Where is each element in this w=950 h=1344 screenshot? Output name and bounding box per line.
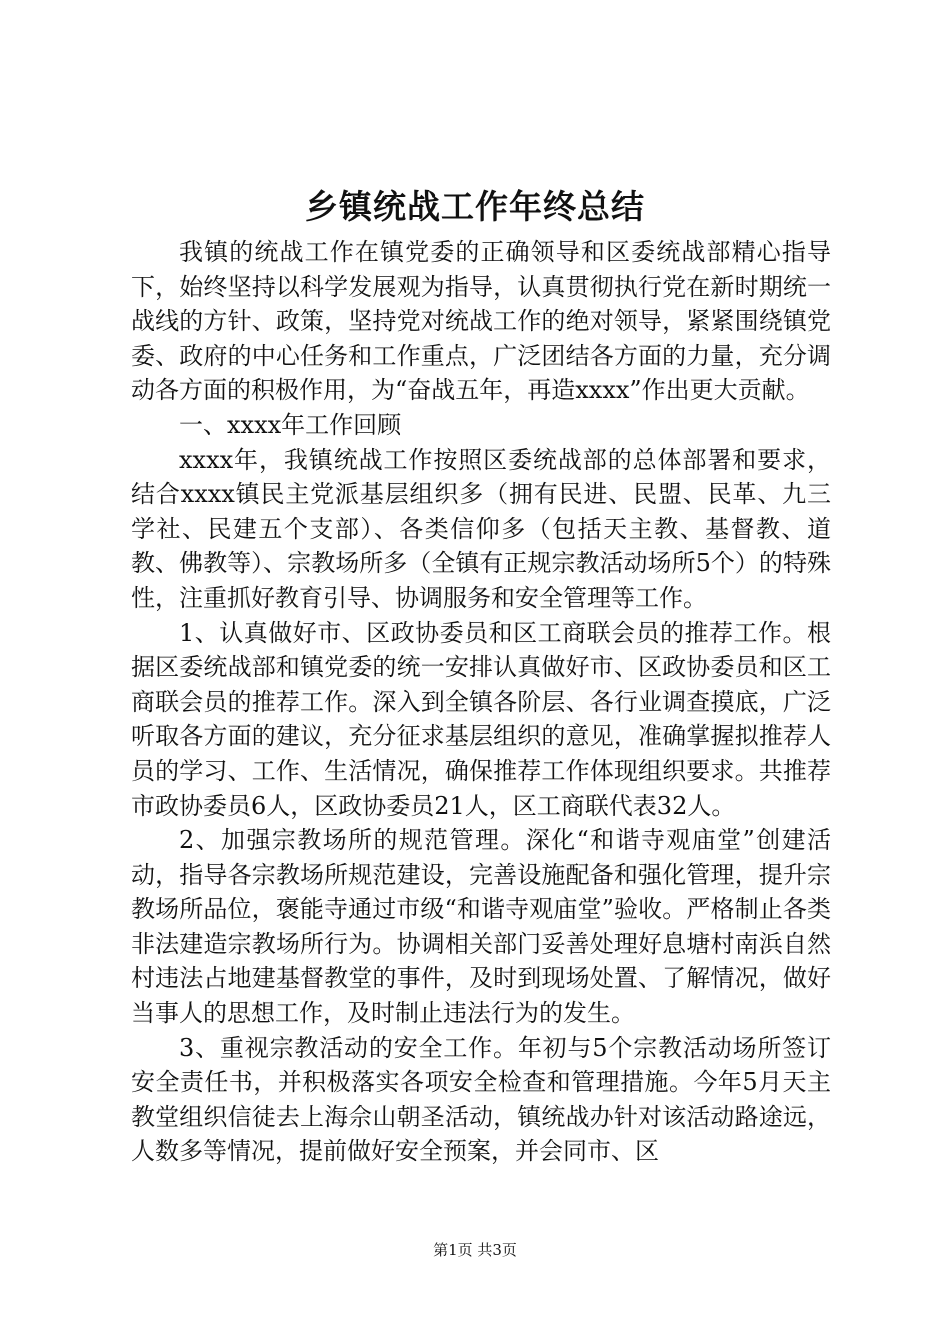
paragraph-item-1: 1、认真做好市、区政协委员和区工商联会员的推荐工作。根据区委统战部和镇党委的统一安排认真做好市、区政协委员和区工商联会员的推荐工作。深入到全镇各阶层、各行业调查摸底，广泛听取各方面的建议，充分征求基层组织的意见，准确掌握拟推荐人员的学习、工作、生活情况，确保推荐工作体现组织要求。共推荐市政协委员6人，区政协委员21人，区工商联代表32人。 bbox=[131, 618, 831, 820]
paragraph-item-2: 2、加强宗教场所的规范管理。深化“和谐寺观庙堂”创建活动，指导各宗教场所规范建设，完善设施配备和强化管理，提升宗教场所品位，褒能寺通过市级“和谐寺观庙堂”验收。严格制止各类非法建造宗教场所行为。协调相关部门妥善处理好息塘村南浜自然村违法占地建基督教堂的事件，及时到现场处置、了解情况，做好当事人的思想工作，及时制止违法行为的发生。 bbox=[131, 826, 831, 1028]
page-number-footer: 第1页 共3页 bbox=[433, 1241, 517, 1259]
section-heading: 一、xxxx年工作回顾 bbox=[179, 410, 402, 439]
document-body bbox=[131, 235, 831, 1169]
paragraph-review: xxxx年，我镇统战工作按照区委统战部的总体部署和要求，结合xxxx镇民主党派基层组织多（拥有民进、民盟、民革、九三学社、民建五个支部）、各类信仰多（包括天主教、基督教、道教、佛教等）、宗教场所多（全镇有正规宗教活动场所5个）的特殊性，注重抓好教育引导、协调服务和安全管理等工作。 bbox=[131, 445, 831, 612]
document-title: 乡镇统战工作年终总结 bbox=[305, 187, 645, 226]
paragraph-item-3: 3、重视宗教活动的安全工作。年初与5个宗教活动场所签订安全责任书，并积极落实各项安全检查和管理措施。今年5月天主教堂组织信徒去上海佘山朝圣活动，镇统战办针对该活动路途远，人数多等情况，提前做好安全预案，并会同市、区 bbox=[131, 1033, 831, 1166]
paragraph-intro: 我镇的统战工作在镇党委的正确领导和区委统战部精心指导下，始终坚持以科学发展观为指导，认真贯彻执行党在新时期统一战线的方针、政策，坚持党对统战工作的绝对领导，紧紧围绕镇党委、政府的中心任务和工作重点，广泛团结各方面的力量，充分调动各方面的积极作用，为“奋战五年，再造xxxx”作出更大贡献。 bbox=[131, 238, 831, 405]
